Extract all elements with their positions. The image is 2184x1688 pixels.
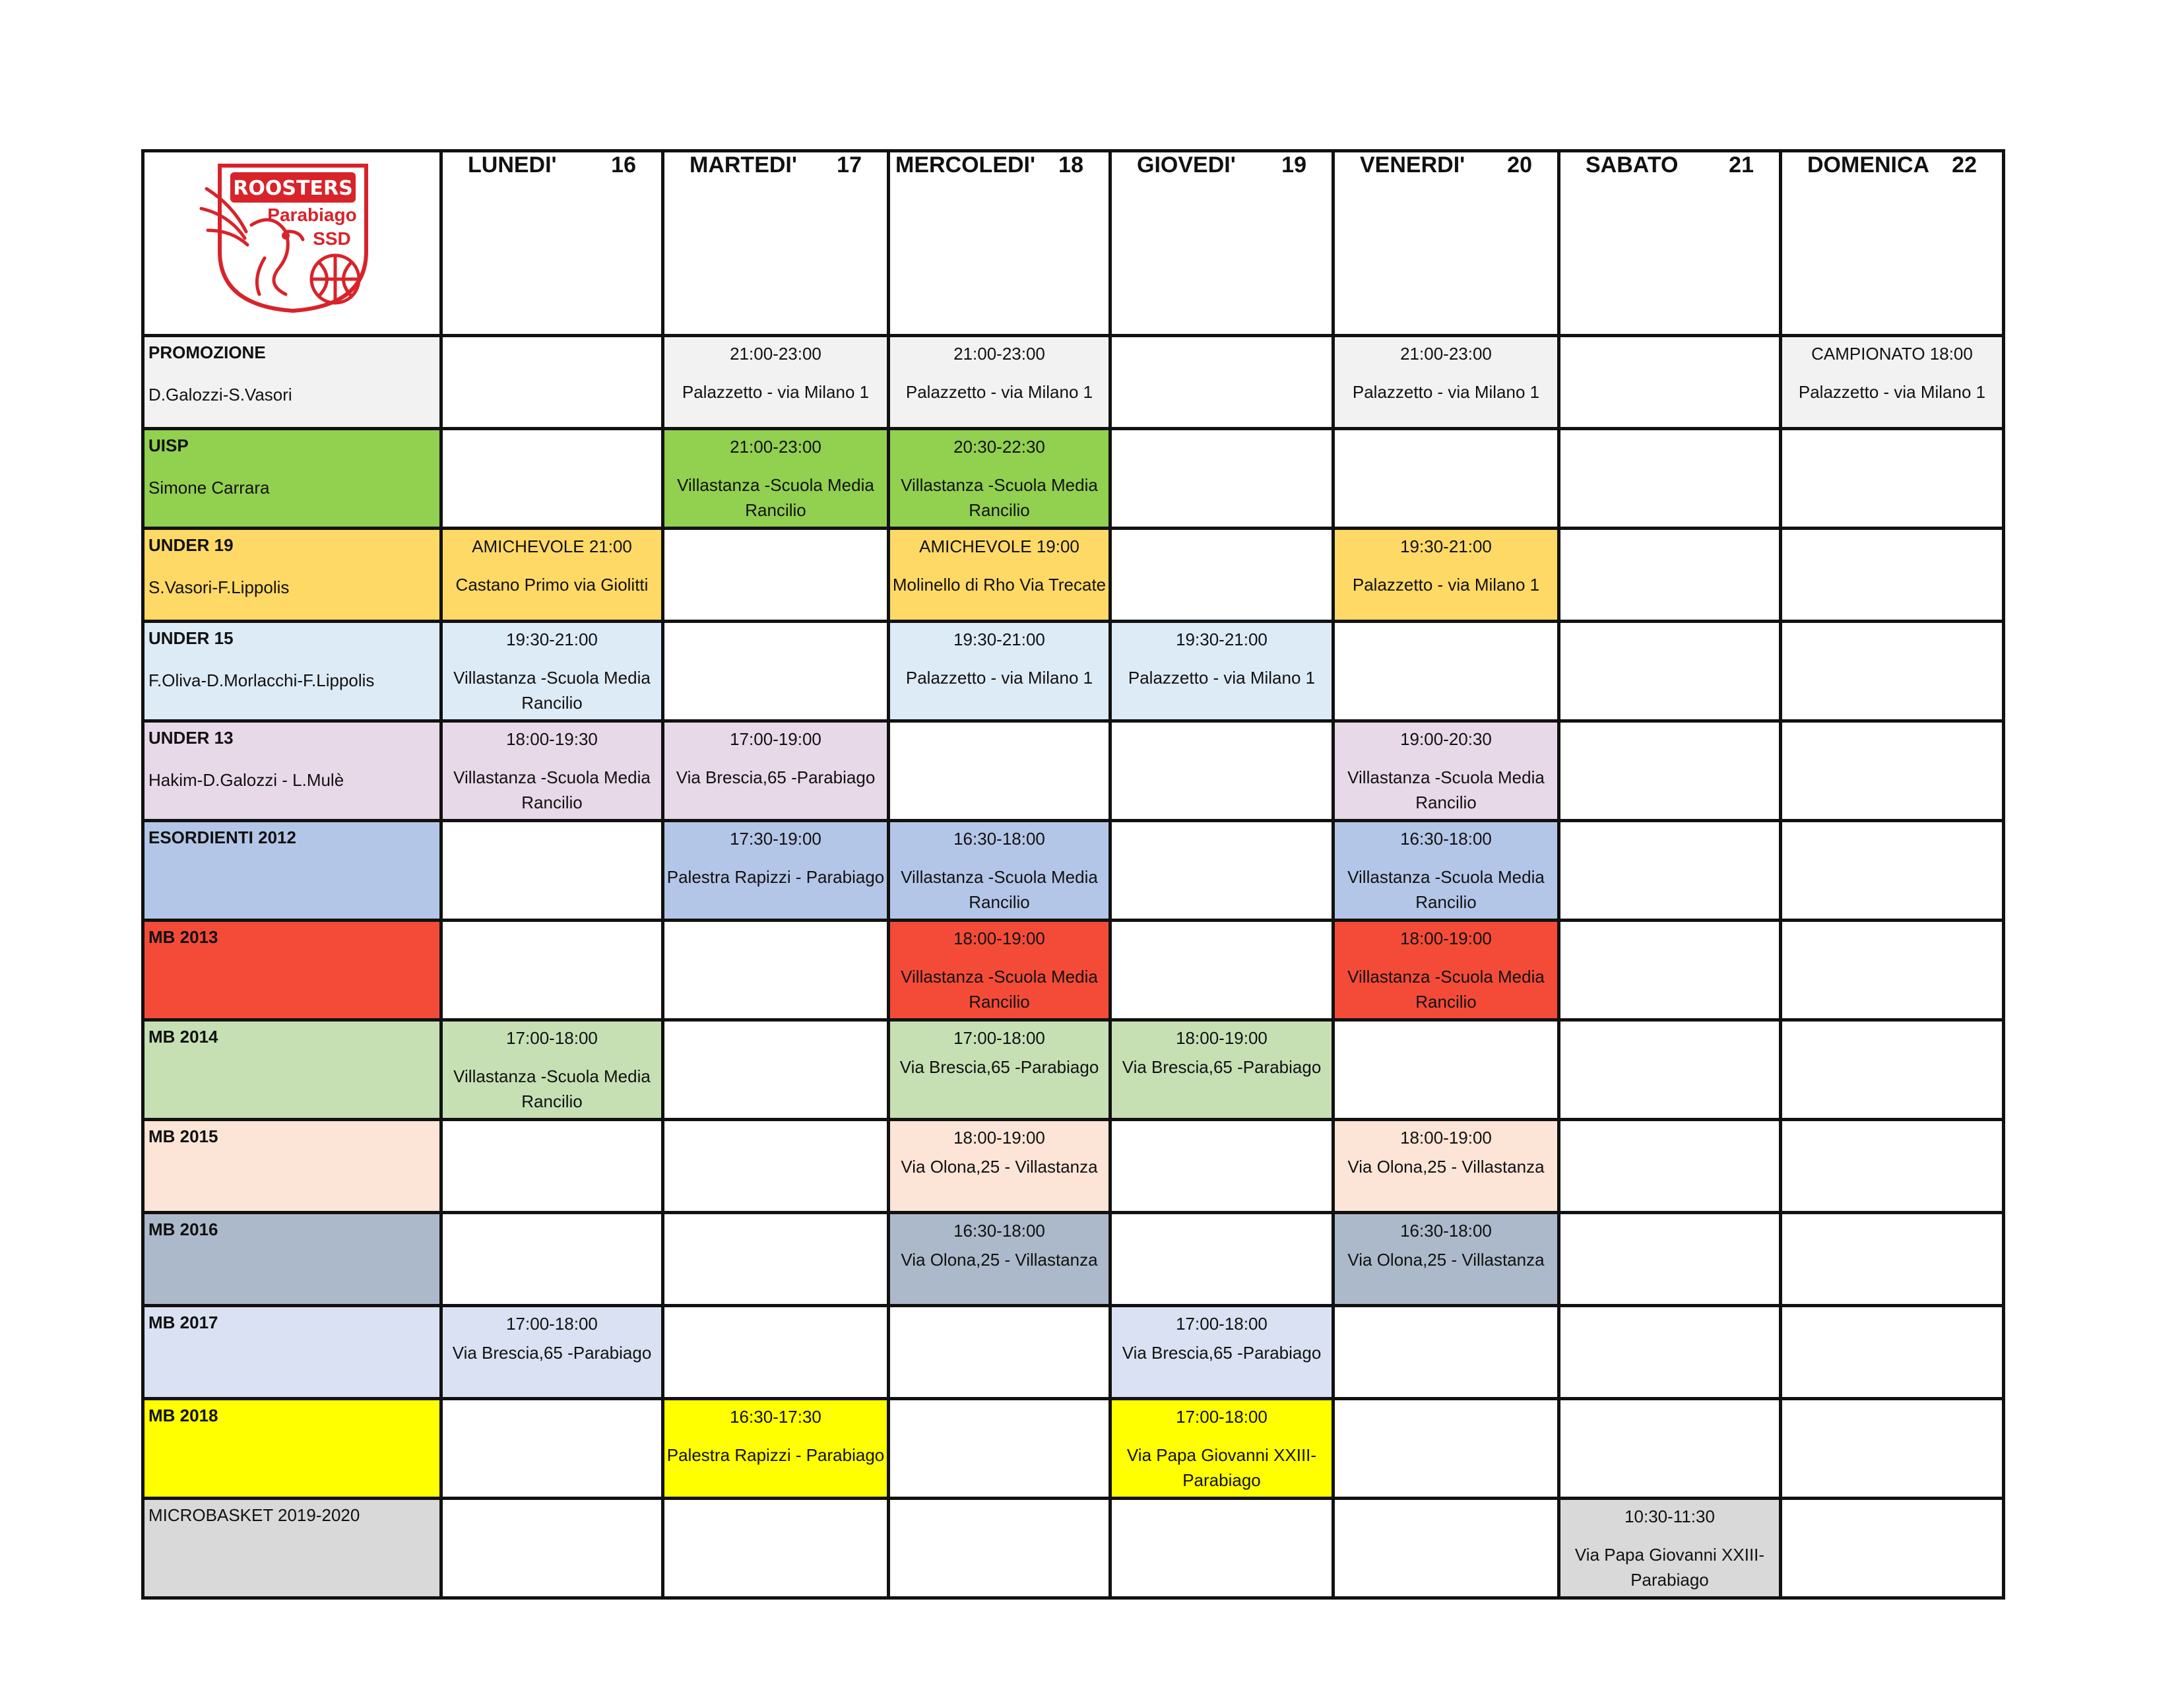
schedule-cell	[1333, 429, 1559, 529]
schedule-cell	[663, 529, 889, 622]
schedule-cell	[1110, 1499, 1333, 1598]
slot-place: Via Brescia,65 -Parabiago	[452, 1343, 652, 1363]
slot-time: CAMPIONATO 18:00	[1811, 344, 1973, 364]
slot-place: Villastanza -Scuola Media Rancilio	[1347, 967, 1545, 1012]
slot-place: Via Papa Giovanni XXIII-Parabiago	[1574, 1545, 1765, 1590]
slot-place: Via Papa Giovanni XXIII-Parabiago	[1126, 1445, 1317, 1490]
slot-place: Villastanza -Scuola Media Rancilio	[901, 867, 1098, 912]
slot-time: 16:30-17:30	[730, 1407, 821, 1427]
slot-place: Palazzetto - via Milano 1	[905, 382, 1093, 402]
table-row	[143, 1213, 2004, 1306]
slot-time: 17:00-18:00	[953, 1028, 1045, 1048]
slot-time: 19:30-21:00	[953, 630, 1045, 649]
schedule-cell	[1559, 1499, 1781, 1598]
schedule-cell	[889, 921, 1110, 1020]
category-name: MICROBASKET 2019-2020	[148, 1505, 360, 1525]
logo-suffix: SSD	[312, 228, 351, 249]
schedule-cell	[1559, 821, 1781, 921]
roosters-logo	[193, 152, 391, 317]
schedule-cell	[441, 921, 663, 1020]
day-name: MERCOLEDI'	[895, 152, 1036, 178]
schedule-cell	[889, 336, 1110, 429]
day-name: MARTEDI'	[690, 152, 797, 178]
category-coach: F.Oliva-D.Morlacchi-F.Lippolis	[148, 670, 375, 690]
slot-place: Palestra Rapizzi - Parabiago	[666, 1445, 885, 1465]
category-cell	[143, 336, 441, 429]
day-number: 17	[837, 152, 862, 178]
day-number: 16	[611, 152, 636, 178]
table-row	[143, 921, 2004, 1020]
schedule-cell	[441, 1499, 663, 1598]
schedule-cell	[1110, 429, 1333, 529]
schedule-cell	[441, 529, 663, 622]
slot-place: Palazzetto - via Milano 1	[1352, 382, 1540, 402]
day-header	[663, 151, 889, 336]
slot-time: 17:00-18:00	[506, 1314, 598, 1334]
category-name: UNDER 13	[148, 728, 234, 748]
schedule-cell	[441, 1399, 663, 1499]
table-row	[143, 1020, 2004, 1120]
schedule-cell	[441, 821, 663, 921]
day-header	[1559, 151, 1781, 336]
slot-time: 18:00-19:00	[953, 928, 1045, 948]
category-cell	[143, 921, 441, 1020]
slot-time: AMICHEVOLE 21:00	[472, 536, 632, 556]
slot-time: 17:00-18:00	[1176, 1314, 1268, 1334]
schedule-cell	[1333, 921, 1559, 1020]
schedule-cell	[1559, 622, 1781, 721]
category-cell	[143, 429, 441, 529]
schedule-cell	[889, 821, 1110, 921]
table-row	[143, 1306, 2004, 1399]
slot-place: Palazzetto - via Milano 1	[682, 382, 870, 402]
schedule-cell	[441, 622, 663, 721]
slot-time: 19:30-21:00	[506, 630, 598, 649]
slot-time: 18:00-19:30	[506, 729, 598, 749]
category-cell	[143, 622, 441, 721]
schedule-cell	[1559, 1306, 1781, 1399]
logo-cell	[143, 151, 441, 336]
schedule-cell	[1781, 1120, 2004, 1213]
basketball-icon	[311, 255, 359, 303]
slot-place: Molinello di Rho Via Trecate	[892, 575, 1107, 595]
category-cell	[143, 1499, 441, 1598]
slot-time: 17:30-19:00	[730, 829, 821, 849]
category-name: UISP	[148, 436, 189, 455]
slot-time: 18:00-19:00	[1400, 1128, 1492, 1148]
slot-place: Via Olona,25 - Villastanza	[901, 1157, 1098, 1177]
day-header	[1781, 151, 2004, 336]
schedule-cell	[889, 1020, 1110, 1120]
schedule-cell	[1559, 1399, 1781, 1499]
schedule-cell	[663, 429, 889, 529]
category-coach: S.Vasori-F.Lippolis	[148, 577, 290, 597]
slot-time: 19:30-21:00	[1400, 536, 1492, 556]
day-number: 19	[1281, 152, 1306, 178]
schedule-cell	[1781, 1499, 2004, 1598]
schedule-cell	[1559, 429, 1781, 529]
slot-place: Villastanza -Scuola Media Rancilio	[453, 767, 651, 812]
category-name: UNDER 19	[148, 535, 234, 555]
category-cell	[143, 721, 441, 821]
day-name: GIOVEDI'	[1137, 152, 1236, 178]
schedule-cell	[1781, 1213, 2004, 1306]
schedule-cell	[1333, 821, 1559, 921]
slot-time: 21:00-23:00	[730, 437, 821, 457]
schedule-cell	[663, 1399, 889, 1499]
slot-time: 21:00-23:00	[730, 344, 821, 364]
day-name: LUNEDI'	[468, 152, 557, 178]
day-number: 20	[1507, 152, 1532, 178]
schedule-cell	[1781, 1399, 2004, 1499]
schedule-cell	[1110, 1306, 1333, 1399]
schedule-cell	[441, 429, 663, 529]
day-header	[1333, 151, 1559, 336]
category-cell	[143, 1306, 441, 1399]
schedule-cell	[889, 429, 1110, 529]
category-name: MB 2015	[148, 1126, 218, 1146]
slot-time: 16:30-18:00	[953, 1221, 1045, 1241]
schedule-cell	[1781, 1020, 2004, 1120]
day-number: 21	[1729, 152, 1754, 178]
schedule-cell	[663, 1213, 889, 1306]
category-name: ESORDIENTI 2012	[148, 828, 296, 847]
day-header	[1110, 151, 1333, 336]
schedule-cell	[663, 1499, 889, 1598]
schedule-cell	[1110, 1120, 1333, 1213]
category-name: UNDER 15	[148, 628, 234, 648]
slot-time: 16:30-18:00	[1400, 829, 1492, 849]
table-row	[143, 821, 2004, 921]
slot-place: Via Brescia,65 -Parabiago	[899, 1057, 1099, 1077]
schedule-cell	[1559, 336, 1781, 429]
day-number: 22	[1952, 152, 1977, 178]
slot-place: Castano Primo via Giolitti	[455, 575, 649, 595]
slot-place: Palazzetto - via Milano 1	[1798, 382, 1986, 402]
slot-time: 20:30-22:30	[953, 437, 1045, 457]
category-cell	[143, 529, 441, 622]
schedule-cell	[889, 1120, 1110, 1213]
schedule-cell	[441, 1213, 663, 1306]
schedule-cell	[1781, 721, 2004, 821]
slot-place: Villastanza -Scuola Media Rancilio	[1347, 767, 1545, 812]
category-cell	[143, 1213, 441, 1306]
table-row	[143, 429, 2004, 529]
table-row	[143, 721, 2004, 821]
schedule-cell	[663, 1306, 889, 1399]
slot-time: 16:30-18:00	[953, 829, 1045, 849]
category-cell	[143, 1399, 441, 1499]
schedule-cell	[889, 622, 1110, 721]
schedule-cell	[889, 721, 1110, 821]
schedule-cell	[1333, 1213, 1559, 1306]
schedule-cell	[441, 1120, 663, 1213]
slot-place: Palestra Rapizzi - Parabiago	[666, 867, 885, 887]
schedule-cell	[1559, 1120, 1781, 1213]
logo-city: Parabiago	[267, 205, 357, 225]
schedule-cell	[1333, 1120, 1559, 1213]
schedule-cell	[1559, 921, 1781, 1020]
slot-place: Via Brescia,65 -Parabiago	[1122, 1057, 1322, 1077]
category-name: MB 2017	[148, 1313, 218, 1332]
slot-place: Palazzetto - via Milano 1	[905, 668, 1093, 688]
schedule-table	[141, 149, 2005, 1600]
table-row	[143, 622, 2004, 721]
slot-time: 17:00-18:00	[506, 1028, 598, 1048]
category-coach: D.Galozzi-S.Vasori	[148, 385, 292, 405]
table-row	[143, 1120, 2004, 1213]
slot-place: Villastanza -Scuola Media Rancilio	[453, 668, 651, 713]
schedule-cell	[1333, 721, 1559, 821]
schedule-cell	[1781, 622, 2004, 721]
schedule-cell	[663, 336, 889, 429]
slot-place: Via Olona,25 - Villastanza	[1347, 1250, 1545, 1270]
slot-place: Villastanza -Scuola Media Rancilio	[901, 475, 1098, 520]
slot-time: 19:00-20:30	[1400, 729, 1492, 749]
schedule-cell	[1333, 336, 1559, 429]
schedule-cell	[1781, 821, 2004, 921]
day-name: SABATO	[1586, 152, 1679, 178]
day-number: 18	[1058, 152, 1083, 178]
slot-time: AMICHEVOLE 19:00	[919, 536, 1079, 556]
category-name: MB 2018	[148, 1406, 218, 1425]
schedule-cell	[441, 1020, 663, 1120]
logo-brand: ROOSTERS	[232, 177, 353, 200]
schedule-cell	[663, 1120, 889, 1213]
category-coach: Hakim-D.Galozzi - L.Mulè	[148, 770, 344, 790]
schedule-cell	[1110, 1213, 1333, 1306]
schedule-cell	[1781, 336, 2004, 429]
schedule-cell	[1110, 1020, 1333, 1120]
slot-time: 19:30-21:00	[1176, 630, 1268, 649]
schedule-cell	[1333, 622, 1559, 721]
schedule-cell	[441, 336, 663, 429]
schedule-cell	[1110, 622, 1333, 721]
schedule-cell	[663, 721, 889, 821]
schedule-cell	[1559, 1020, 1781, 1120]
category-coach: Simone Carrara	[148, 478, 270, 498]
day-header	[889, 151, 1110, 336]
schedule-cell	[1110, 336, 1333, 429]
table-row	[143, 529, 2004, 622]
schedule-cell	[889, 1306, 1110, 1399]
schedule-cell	[663, 1020, 889, 1120]
schedule-cell	[663, 622, 889, 721]
schedule-cell	[1333, 1020, 1559, 1120]
schedule-cell	[1110, 821, 1333, 921]
schedule-cell	[663, 921, 889, 1020]
slot-time: 21:00-23:00	[1400, 344, 1492, 364]
slot-time: 16:30-18:00	[1400, 1221, 1492, 1241]
category-name: MB 2014	[148, 1027, 218, 1047]
table-row	[143, 1499, 2004, 1598]
category-name: MB 2016	[148, 1219, 218, 1239]
schedule-cell	[1110, 921, 1333, 1020]
schedule-cell	[1781, 529, 2004, 622]
category-name: MB 2013	[148, 927, 218, 947]
category-name: PROMOZIONE	[148, 342, 266, 362]
schedule-cell	[889, 1213, 1110, 1306]
day-name: VENERDI'	[1360, 152, 1465, 178]
header-row	[143, 151, 2004, 336]
schedule-cell	[1110, 529, 1333, 622]
schedule-cell	[1559, 721, 1781, 821]
day-name: DOMENICA	[1807, 152, 1930, 178]
schedule-cell	[889, 1399, 1110, 1499]
category-cell	[143, 821, 441, 921]
slot-place: Palazzetto - via Milano 1	[1352, 575, 1540, 595]
table-row	[143, 1399, 2004, 1499]
schedule-cell	[441, 1306, 663, 1399]
schedule-cell	[1333, 1399, 1559, 1499]
schedule-cell	[1781, 1306, 2004, 1399]
slot-place: Villastanza -Scuola Media Rancilio	[901, 967, 1098, 1012]
slot-place: Via Olona,25 - Villastanza	[901, 1250, 1098, 1270]
day-header	[441, 151, 663, 336]
slot-place: Villastanza -Scuola Media Rancilio	[1347, 867, 1545, 912]
slot-time: 18:00-19:00	[1176, 1028, 1268, 1048]
schedule-cell	[1333, 529, 1559, 622]
schedule-cell	[441, 721, 663, 821]
schedule-cell	[1110, 1399, 1333, 1499]
slot-place: Via Olona,25 - Villastanza	[1347, 1157, 1545, 1177]
slot-place: Via Brescia,65 -Parabiago	[1122, 1343, 1322, 1363]
schedule-cell	[1559, 529, 1781, 622]
slot-place: Villastanza -Scuola Media Rancilio	[677, 475, 874, 520]
schedule-cell	[1781, 921, 2004, 1020]
slot-time: 10:30-11:30	[1624, 1507, 1715, 1526]
slot-place: Via Brescia,65 -Parabiago	[676, 767, 876, 787]
schedule-cell	[1333, 1499, 1559, 1598]
category-cell	[143, 1120, 441, 1213]
slot-time: 18:00-19:00	[953, 1128, 1045, 1148]
slot-time: 18:00-19:00	[1400, 928, 1492, 948]
schedule-cell	[889, 1499, 1110, 1598]
schedule-cell	[1781, 429, 2004, 529]
slot-time: 17:00-19:00	[730, 729, 821, 749]
slot-time: 17:00-18:00	[1176, 1407, 1268, 1427]
schedule-cell	[889, 529, 1110, 622]
table-row	[143, 336, 2004, 429]
slot-place: Palazzetto - via Milano 1	[1128, 668, 1316, 688]
schedule-cell	[1333, 1306, 1559, 1399]
slot-time: 21:00-23:00	[953, 344, 1045, 364]
slot-place: Villastanza -Scuola Media Rancilio	[453, 1066, 651, 1111]
category-cell	[143, 1020, 441, 1120]
schedule-cell	[1110, 721, 1333, 821]
schedule-cell	[1559, 1213, 1781, 1306]
schedule-cell	[663, 821, 889, 921]
